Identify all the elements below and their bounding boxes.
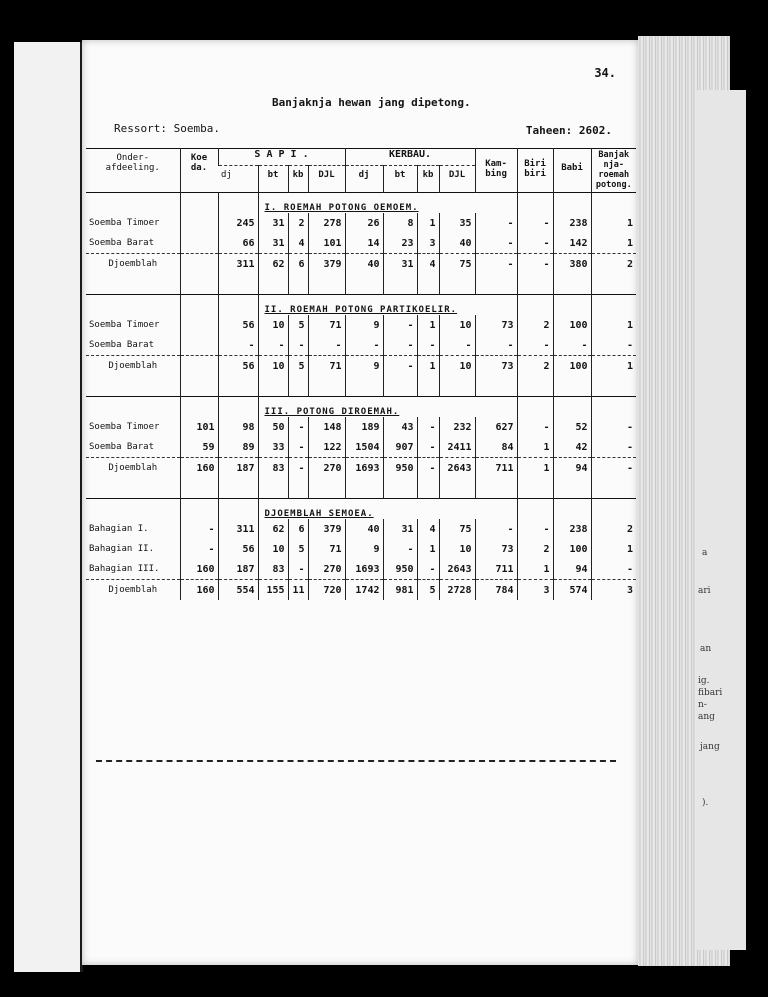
table-cell: - [288,417,308,437]
total-cell: - [475,254,517,275]
table-cell: 2 [517,315,553,335]
table-cell: - [591,559,636,580]
margin-fragment: a [702,548,708,558]
table-cell: 2 [288,213,308,233]
total-cell: 160 [180,458,218,479]
table-cell: 73 [475,539,517,559]
total-cell: 1 [591,356,636,377]
total-cell: 71 [308,356,345,377]
table-cell: 10 [258,539,288,559]
table-cell: 62 [258,519,288,539]
table-cell: 5 [288,539,308,559]
table-cell: 1693 [345,559,383,580]
section-header-row [86,499,636,520]
margin-fragment: fibari [698,688,723,698]
header-sapi: S A P I . [218,149,345,166]
total-cell: 83 [258,458,288,479]
total-cell: 155 [258,580,288,601]
table-cell: - [218,335,258,356]
row-label: Bahagian II. [89,544,155,554]
table-cell: 142 [553,233,591,254]
total-cell: 10 [439,356,475,377]
total-cell: 94 [553,458,591,479]
table-cell: 59 [180,437,218,458]
table-cell: 270 [308,559,345,580]
row-label: Soemba Timoer [89,320,160,330]
total-cell: 6 [288,254,308,275]
table-cell: 71 [308,539,345,559]
table-cell: 75 [439,519,475,539]
header-biri-biri: Biri biri [517,149,553,193]
table-cell: - [517,335,553,356]
table-cell: 160 [180,559,218,580]
table-cell: 379 [308,519,345,539]
table-row [86,233,636,254]
total-cell: 981 [383,580,417,601]
header-kerbau-dj: dj [345,166,383,193]
header-kerbau: KERBAU. [345,149,475,166]
row-label: Soemba Barat [86,233,180,254]
total-cell: 574 [553,580,591,601]
table-cell: - [417,335,439,356]
table-cell: 40 [439,233,475,254]
table-cell: 71 [308,315,345,335]
table-cell: 189 [345,417,383,437]
total-cell: 5 [288,356,308,377]
table-cell: 84 [475,437,517,458]
total-cell: 1742 [345,580,383,601]
table-cell [180,233,218,254]
total-cell: 1 [417,356,439,377]
table-cell [180,213,218,233]
table-cell [180,335,218,356]
table-cell: 40 [345,519,383,539]
total-cell: 711 [475,458,517,479]
header-sapi-bt: bt [258,166,288,193]
table-cell: 83 [258,559,288,580]
total-cell: - [383,356,417,377]
table-cell: 100 [553,539,591,559]
table-cell: 8 [383,213,417,233]
table-cell: 148 [308,417,345,437]
header-banjaknja-roemah-potong: Banjak nja- roemah potong. [591,149,636,193]
table-cell: - [180,539,218,559]
total-cell: 9 [345,356,383,377]
table-cell: 43 [383,417,417,437]
table-cell: - [475,519,517,539]
table-cell: 6 [288,519,308,539]
table-cell: 2643 [439,559,475,580]
total-cell: 720 [308,580,345,601]
table-cell: 31 [383,519,417,539]
table-row [86,519,636,539]
total-cell [180,254,218,275]
table-cell: - [383,335,417,356]
table-cell: 10 [439,539,475,559]
table-cell: 50 [258,417,288,437]
total-cell: 11 [288,580,308,601]
table-cell: - [288,437,308,458]
total-cell: 73 [475,356,517,377]
table-cell: 26 [345,213,383,233]
total-row [86,580,636,601]
document-title: Banjaknja hewan jang dipetong. [272,96,471,109]
table-cell: - [288,335,308,356]
table-cell: 1 [591,233,636,254]
table-cell: 56 [218,539,258,559]
table-cell: 9 [345,315,383,335]
table-cell: 98 [218,417,258,437]
table-cell: - [517,519,553,539]
total-cell: - [591,458,636,479]
total-cell: 311 [218,254,258,275]
header-kerbau-djl: DJL [439,166,475,193]
table-cell: 5 [288,315,308,335]
table-cell: 100 [553,315,591,335]
total-cell: 379 [308,254,345,275]
header-koeda: Koe da. [180,149,218,193]
table-cell: - [417,417,439,437]
total-cell: 3 [517,580,553,601]
total-cell: - [417,458,439,479]
table-cell: 711 [475,559,517,580]
row-label: Bahagian I. [89,524,149,534]
table-cell: 31 [258,213,288,233]
table-cell: - [417,437,439,458]
section-header-row [86,295,636,316]
row-label: Soemba Barat [86,437,180,458]
table-cell: - [475,213,517,233]
table-cell: 42 [553,437,591,458]
total-cell: 950 [383,458,417,479]
table-cell: - [475,335,517,356]
table-cell: 2 [591,519,636,539]
table-cell: 1504 [345,437,383,458]
table-cell: - [591,417,636,437]
document-page [82,40,638,965]
total-cell: 784 [475,580,517,601]
total-cell: 2 [591,254,636,275]
total-cell: - [288,458,308,479]
table-cell: 35 [439,213,475,233]
table-cell: 94 [553,559,591,580]
table-cell: 23 [383,233,417,254]
row-label: Bahagian III. [86,559,180,580]
table-row [86,437,636,458]
table-cell: 10 [258,315,288,335]
total-cell: - [517,254,553,275]
section-title: III. POTONG DIROEMAH. [258,397,517,418]
table-cell: - [517,233,553,254]
table-cell: 9 [345,539,383,559]
margin-fragment: jang [700,742,720,752]
table-cell: - [517,213,553,233]
table-cell: - [591,437,636,458]
margin-fragment: ang [698,712,715,722]
table-cell: - [591,335,636,356]
total-cell: 62 [258,254,288,275]
table-cell: - [475,233,517,254]
header-babi: Babi [553,149,591,193]
table-cell: 1 [591,213,636,233]
section-spacer [86,478,636,499]
section-title: I. ROEMAH POTONG OEMOEM. [258,193,517,214]
section-header-row [86,193,636,214]
total-cell: 2 [517,356,553,377]
table-cell: 2 [517,539,553,559]
page-number: 34. [594,66,616,80]
header-sapi-djl: DJL [308,166,345,193]
header-kerbau-bt: bt [383,166,417,193]
table-row [86,335,636,356]
total-row [86,458,636,479]
table-cell: 1 [517,437,553,458]
table-cell: 1 [591,539,636,559]
total-cell: 270 [308,458,345,479]
table-cell: - [345,335,383,356]
total-cell: 4 [417,254,439,275]
ressort-label: Ressort: Soemba. [114,122,220,135]
total-cell: 187 [218,458,258,479]
table-cell: 10 [439,315,475,335]
row-label: Soemba Timoer [89,422,160,432]
total-cell: 56 [218,356,258,377]
table-cell: 101 [180,417,218,437]
table-cell: 2411 [439,437,475,458]
table-cell [180,315,218,335]
header-kambing: Kam- bing [475,149,517,193]
table-cell: 73 [475,315,517,335]
total-cell: 1693 [345,458,383,479]
total-row [86,356,636,377]
margin-fragment: ). [702,798,709,808]
total-cell: 1 [517,458,553,479]
total-cell: 2728 [439,580,475,601]
table-cell: 33 [258,437,288,458]
total-cell: 100 [553,356,591,377]
table-cell: - [517,417,553,437]
total-cell: 75 [439,254,475,275]
total-label: Djoemblah [108,463,158,473]
table-cell: 52 [553,417,591,437]
section-header-row [86,397,636,418]
margin-fragment: ig. [698,676,710,686]
table-cell: 122 [308,437,345,458]
total-cell: 3 [591,580,636,601]
adjacent-page [696,90,746,950]
section-spacer [86,376,636,397]
total-cell [180,356,218,377]
table-cell: - [417,559,439,580]
table-cell: 278 [308,213,345,233]
table-cell: 1 [417,315,439,335]
slaughter-table [86,148,636,600]
header-kerbau-kb: kb [417,166,439,193]
total-label: Djoemblah [108,259,158,269]
table-cell: 66 [218,233,258,254]
table-cell: - [308,335,345,356]
total-cell: 5 [417,580,439,601]
year-label: Taheen: 2602. [525,124,612,137]
table-bottom-rule [96,760,616,762]
total-label: Djoemblah [108,585,158,595]
table-cell: 4 [288,233,308,254]
table-cell: 232 [439,417,475,437]
table-cell: 311 [218,519,258,539]
table-row [86,559,636,580]
header-sapi-kb: kb [288,166,308,193]
table-cell: - [383,539,417,559]
table-cell: - [383,315,417,335]
table-cell: 56 [218,315,258,335]
table-cell: 627 [475,417,517,437]
table-cell: - [553,335,591,356]
table-cell: 238 [553,213,591,233]
table-cell: 3 [417,233,439,254]
table-cell: 4 [417,519,439,539]
row-label: Soemba Timoer [89,218,160,228]
margin-fragment: an [700,644,712,654]
table-cell: 1 [417,213,439,233]
total-cell: 40 [345,254,383,275]
total-cell: 31 [383,254,417,275]
table-row [86,417,636,437]
total-cell: 160 [180,580,218,601]
table-cell: 950 [383,559,417,580]
table-cell: 14 [345,233,383,254]
table-row [86,315,636,335]
header-sapi-dj: dj [221,170,232,180]
margin-fragment: ari [698,586,711,596]
total-cell: 554 [218,580,258,601]
total-row [86,254,636,275]
table-row [86,539,636,559]
table-cell: 1 [417,539,439,559]
total-label: Djoemblah [108,361,158,371]
table-cell: 238 [553,519,591,539]
table-cell: - [439,335,475,356]
total-cell: 2643 [439,458,475,479]
table-cell: - [258,335,288,356]
total-cell: 10 [258,356,288,377]
table-cell: 31 [258,233,288,254]
table-row [86,213,636,233]
row-label: Soemba Barat [86,335,180,356]
table-cell: 907 [383,437,417,458]
table-cell: - [288,559,308,580]
section-title: II. ROEMAH POTONG PARTIKOELIR. [258,295,517,316]
section-spacer [86,274,636,295]
table-cell: 101 [308,233,345,254]
section-title: DJOEMBLAH SEMOEA. [258,499,517,520]
left-page-edge [14,42,83,972]
table-cell: 1 [517,559,553,580]
total-cell: 380 [553,254,591,275]
margin-fragment: n- [698,700,707,710]
table-cell: 245 [218,213,258,233]
table-cell: 187 [218,559,258,580]
table-cell: 89 [218,437,258,458]
table-cell: 1 [591,315,636,335]
table-cell: - [180,519,218,539]
header-onder-afdeeling: Onder- afdeeling. [105,153,160,173]
